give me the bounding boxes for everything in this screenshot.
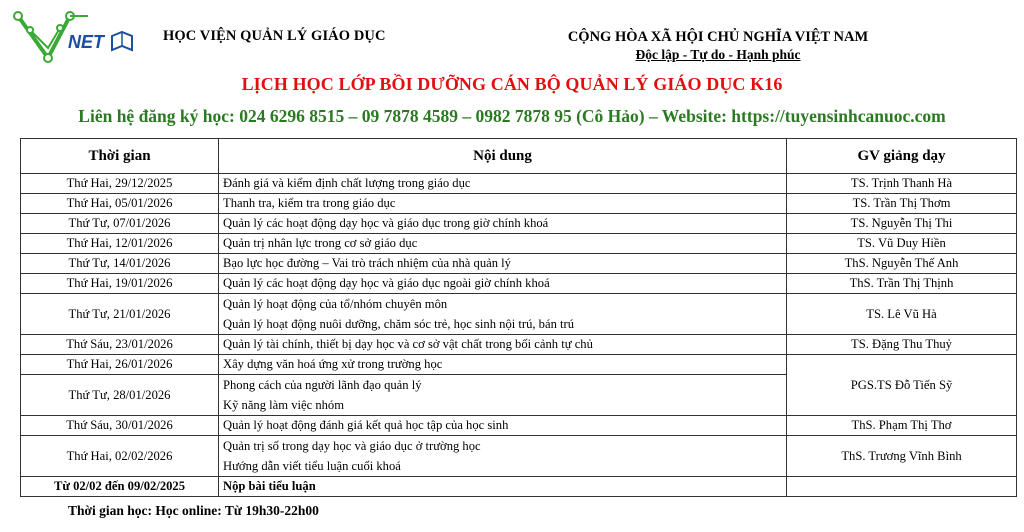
content-line: Quản trị số trong dạy học và giáo dục ở trường học	[223, 439, 481, 453]
cell-time: Thứ Hai, 29/12/2025	[21, 174, 219, 194]
org-name: HỌC VIỆN QUẢN LÝ GIÁO DỤC	[163, 28, 386, 44]
contact-line: Liên hệ đăng ký học: 024 6296 8515 – 09 7878 4589 – 0982 7878 95 (Cô Hảo) – Website: https://tuyensinhcanuoc.com	[78, 106, 946, 126]
table-row	[21, 477, 1017, 497]
cell-time: Thứ Sáu, 30/01/2026	[21, 416, 219, 436]
cell-time: Thứ Hai, 26/01/2026	[21, 355, 219, 375]
cell-teacher: TS. Trịnh Thanh Hà	[787, 174, 1017, 194]
cell-teacher: TS. Nguyễn Thị Thi	[787, 214, 1017, 234]
header-teacher: GV giảng dạy	[787, 139, 1017, 174]
table-row	[21, 294, 1017, 335]
cell-teacher: TS. Đặng Thu Thuỷ	[787, 335, 1017, 355]
national-heading	[548, 28, 888, 64]
cell-time: Thứ Sáu, 23/01/2026	[21, 335, 219, 355]
cell-time: Thứ Hai, 02/02/2026	[21, 436, 219, 477]
vnet-logo-icon	[8, 8, 148, 66]
cell-time: Thứ Tư, 28/01/2026	[21, 375, 219, 416]
content-line: Quản lý hoạt động nuôi dưỡng, chăm sóc trẻ, học sinh nội trú, bán trú	[223, 317, 575, 331]
study-time-note: Thời gian học: Học online: Từ 19h30-22h00	[68, 503, 319, 518]
table-row	[21, 355, 1017, 375]
cell-teacher: ThS. Nguyễn Thế Anh	[787, 254, 1017, 274]
table-header-row	[21, 139, 1017, 174]
content-line: Hướng dẫn viết tiểu luận cuối khoá	[223, 459, 401, 473]
cell-time: Thứ Hai, 05/01/2026	[21, 194, 219, 214]
cell-content	[219, 294, 787, 335]
cell-teacher: ThS. Trần Thị Thịnh	[787, 274, 1017, 294]
table-row	[21, 416, 1017, 436]
header-time: Thời gian	[21, 139, 219, 174]
cell-teacher	[787, 477, 1017, 497]
table-row	[21, 436, 1017, 477]
cell-teacher: PGS.TS Đỗ Tiến Sỹ	[787, 355, 1017, 416]
cell-teacher: ThS. Trương Vĩnh Bình	[787, 436, 1017, 477]
cell-time: Từ 02/02 đến 09/02/2025	[21, 477, 219, 497]
cell-content: Nộp bài tiểu luận	[219, 477, 787, 497]
cell-time: Thứ Tư, 07/01/2026	[21, 214, 219, 234]
cell-content: Bạo lực học đường – Vai trò trách nhiệm của nhà quản lý	[219, 254, 787, 274]
cell-content: Quản lý hoạt động đánh giá kết quả học tập của học sinh	[219, 416, 787, 436]
cell-content: Quản trị nhân lực trong cơ sở giáo dục	[219, 234, 787, 254]
cell-content: Quản lý các hoạt động dạy học và giáo dục trong giờ chính khoá	[219, 214, 787, 234]
table-row	[21, 194, 1017, 214]
schedule-table	[20, 138, 1017, 497]
cell-content	[219, 436, 787, 477]
cell-content: Thanh tra, kiểm tra trong giáo dục	[219, 194, 787, 214]
cell-content	[219, 375, 787, 416]
logo-text: NET	[68, 32, 104, 52]
cell-time: Thứ Tư, 21/01/2026	[21, 294, 219, 335]
cell-time: Thứ Hai, 12/01/2026	[21, 234, 219, 254]
cell-time: Thứ Tư, 14/01/2026	[21, 254, 219, 274]
cell-content: Quản lý tài chính, thiết bị dạy học và cơ sở vật chất trong bối cảnh tự chủ	[219, 335, 787, 355]
cell-content: Quản lý các hoạt động dạy học và giáo dục ngoài giờ chính khoá	[219, 274, 787, 294]
cell-teacher: TS. Lê Vũ Hà	[787, 294, 1017, 335]
table-row	[21, 254, 1017, 274]
table-row	[21, 174, 1017, 194]
national-motto: Độc lập - Tự do - Hạnh phúc	[635, 47, 801, 62]
table-row	[21, 274, 1017, 294]
content-line: Phong cách của người lãnh đạo quản lý	[223, 378, 422, 392]
national-title: CỘNG HÒA XÃ HỘI CHỦ NGHĨA VIỆT NAM	[567, 29, 869, 45]
content-line: Kỹ năng làm việc nhóm	[223, 398, 345, 412]
cell-content: Xây dựng văn hoá ứng xử trong trường học	[219, 355, 787, 375]
table-row	[21, 214, 1017, 234]
table-row	[21, 335, 1017, 355]
document-title: LỊCH HỌC LỚP BỒI DƯỠNG CÁN BỘ QUẢN LÝ GIÁO DỤC K16	[241, 74, 783, 94]
cell-teacher: ThS. Phạm Thị Thơ	[787, 416, 1017, 436]
cell-teacher: TS. Trần Thị Thơm	[787, 194, 1017, 214]
cell-content: Đánh giá và kiểm định chất lượng trong giáo dục	[219, 174, 787, 194]
header-content: Nội dung	[219, 139, 787, 174]
logo	[8, 8, 148, 66]
content-line: Quản lý hoạt động của tổ/nhóm chuyên môn	[223, 297, 448, 311]
cell-time: Thứ Hai, 19/01/2026	[21, 274, 219, 294]
table-row	[21, 234, 1017, 254]
cell-teacher: TS. Vũ Duy Hiền	[787, 234, 1017, 254]
